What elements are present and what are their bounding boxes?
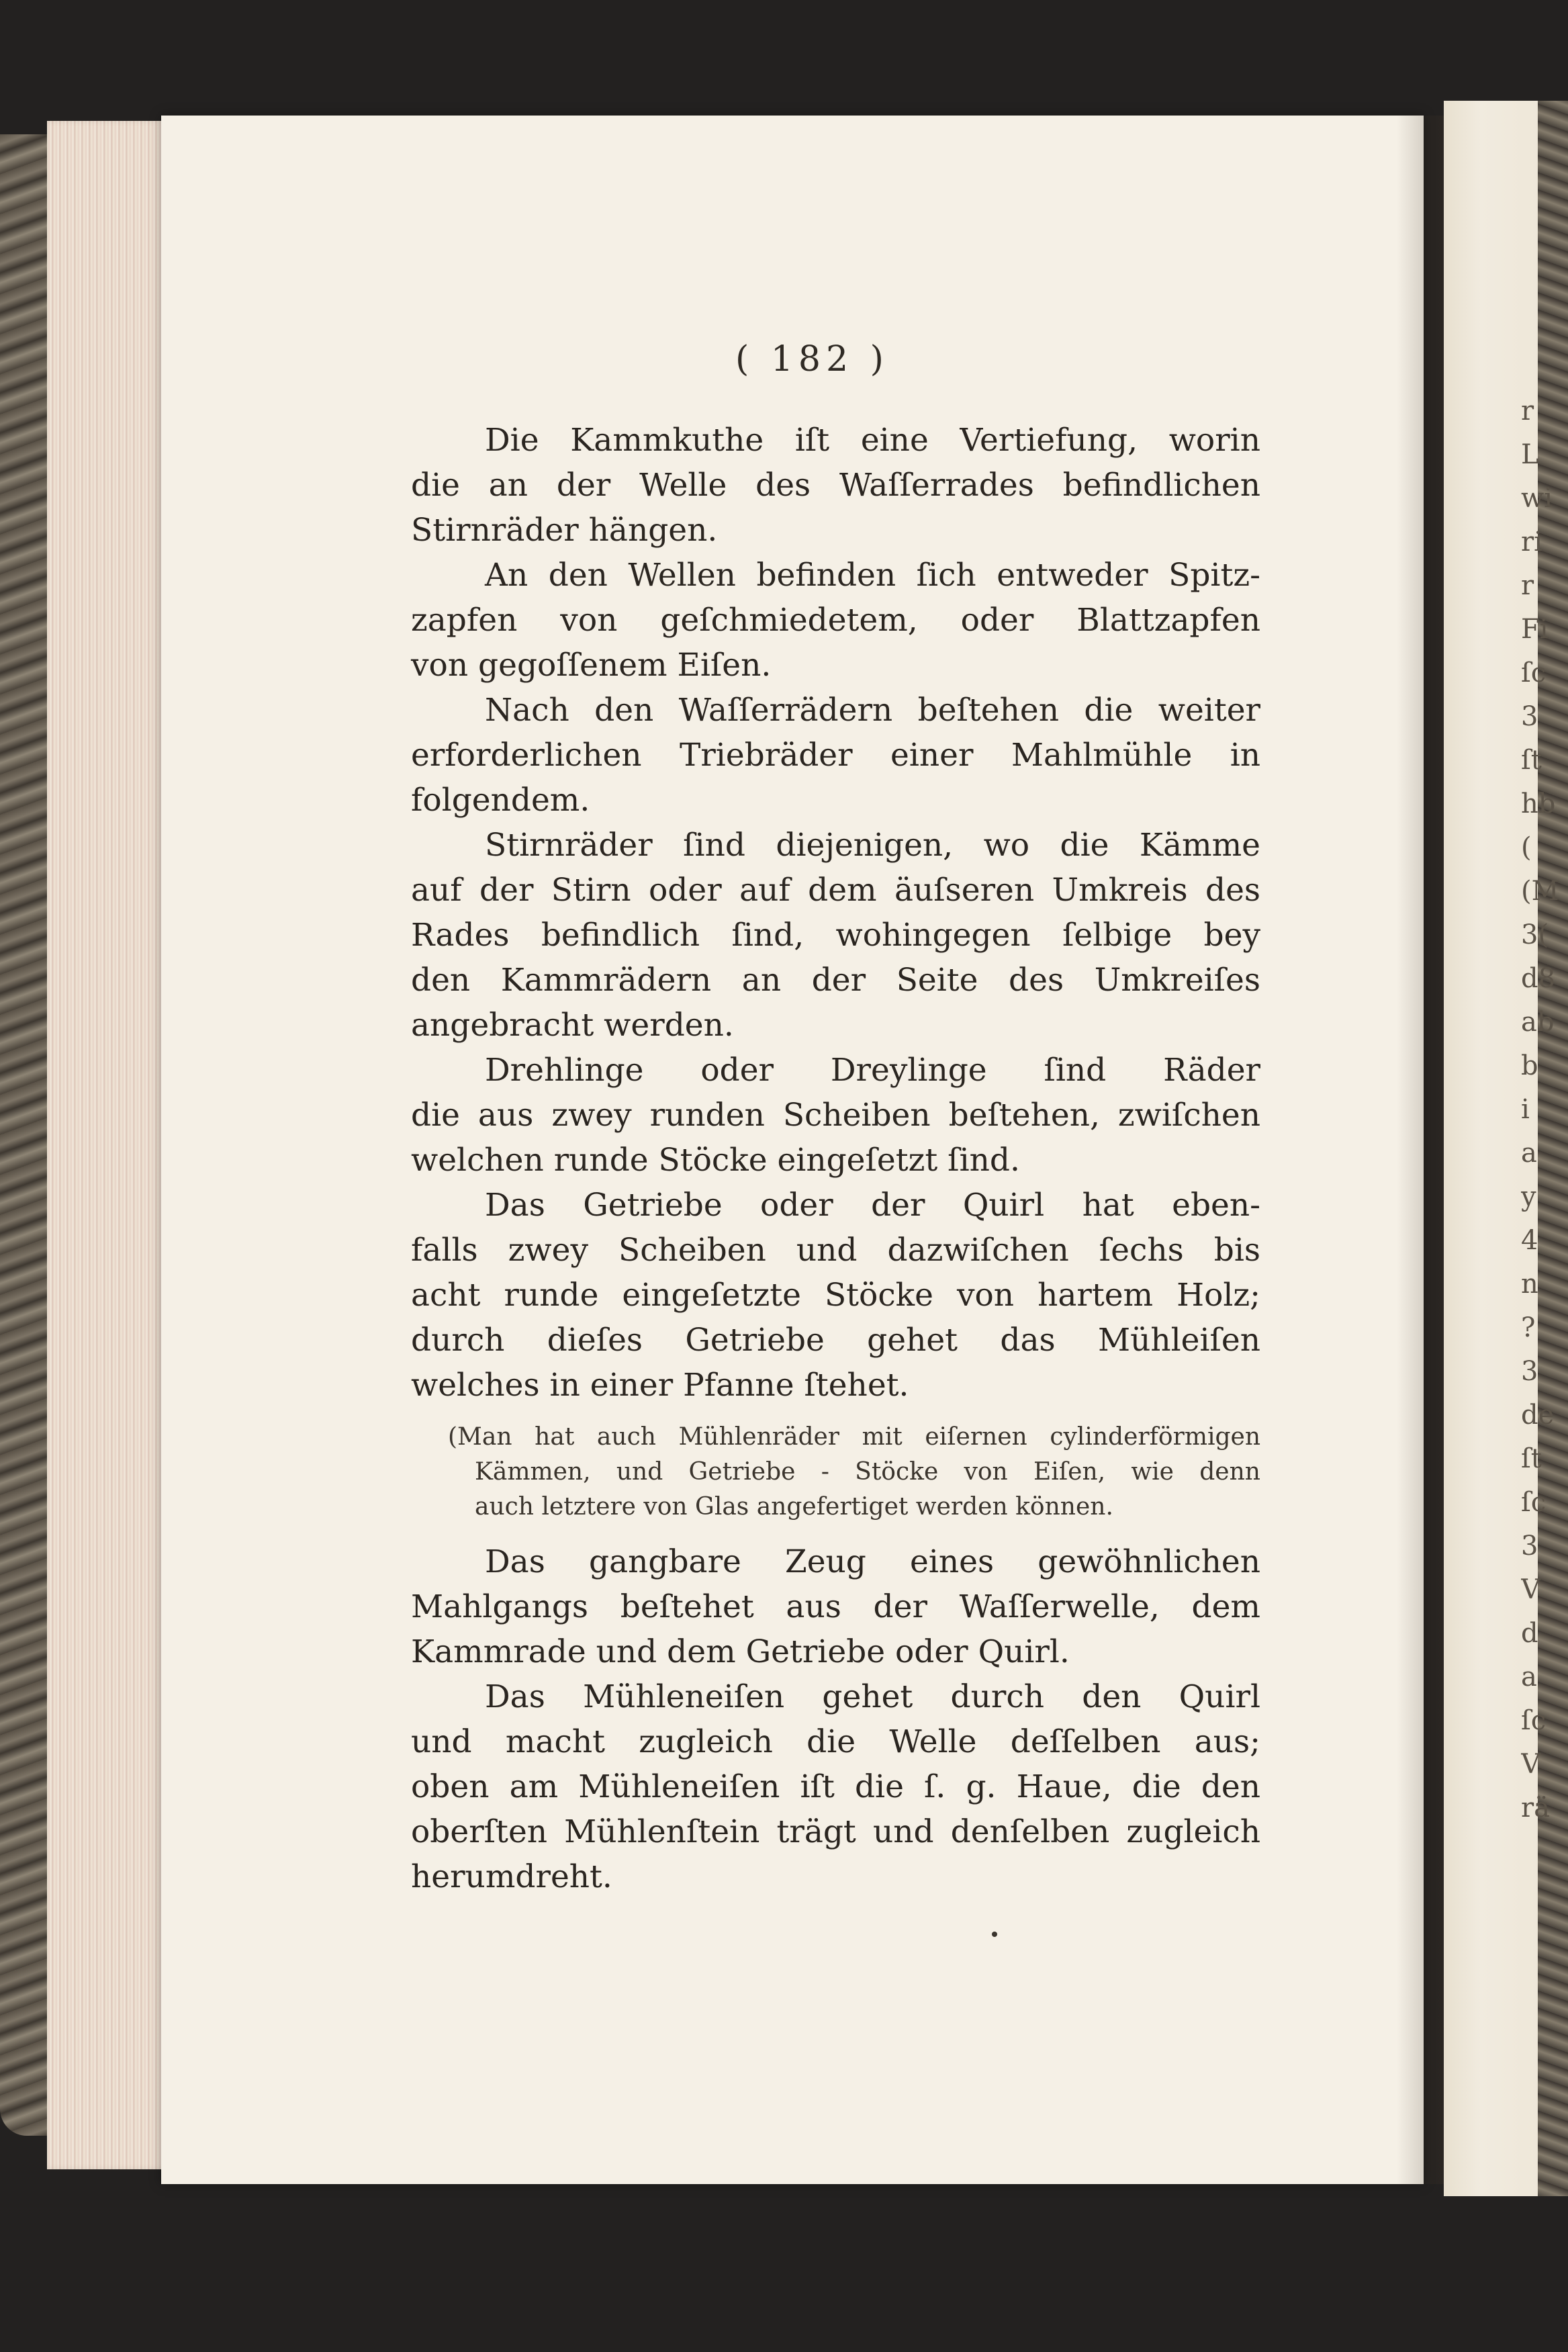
footnote (411, 1420, 1260, 1525)
facing-page-fragment: 3 (1521, 1356, 1538, 1387)
note-line: Kämmen, und Getriebe - Stöcke von Eiſen, wie denn (475, 1458, 1260, 1486)
facing-page-fragment: a (1521, 1662, 1537, 1692)
facing-page-fragment: r (1521, 570, 1534, 601)
book-cover-left (0, 134, 54, 2136)
text-line: oben am Mühleneiſen iſt die ſ. g. Haue, die den (411, 1768, 1260, 1805)
facing-page-fragment: r (1521, 396, 1534, 426)
facing-page-fragment: y (1521, 1181, 1536, 1212)
text-line: Die Kammkuthe iſt eine Vertiefung, worin (485, 422, 1260, 459)
text-line: Rades befindlich ſind, wohingegen ſelbige bey (411, 917, 1260, 954)
facing-page-fragment: ab (1521, 1007, 1555, 1038)
facing-page-fragment: de (1521, 1400, 1555, 1431)
facing-page-fragment: n (1521, 1269, 1538, 1300)
facing-page-fragment: 3 (1521, 701, 1538, 732)
facing-page-fragment: 3( (1521, 919, 1549, 950)
ink-speck (992, 1932, 997, 1937)
text-line: den Kammrädern an der Seite des Umkreiſes (411, 962, 1260, 999)
facing-page-fragment: d8 (1521, 963, 1556, 994)
facing-page-fragment: V (1521, 1749, 1540, 1780)
facing-page-fragment: ? (1521, 1312, 1536, 1343)
facing-page-fragment: b (1521, 1050, 1538, 1081)
facing-page-fragment: ſc (1521, 1487, 1547, 1518)
text-line: zapfen von geſchmiedetem, oder Blattzapfen (411, 602, 1260, 639)
text-line: die aus zwey runden Scheiben beſtehen, zwiſchen (411, 1097, 1260, 1134)
facing-page-fragment: L (1521, 439, 1539, 470)
facing-page-fragment: ſt (1521, 745, 1542, 776)
text-line: auf der Stirn oder auf dem äuſseren Umkreis des (411, 872, 1260, 909)
text-line: Kammrade und dem Getriebe oder Quirl. (411, 1633, 1070, 1670)
facing-page-fragment: Fi (1521, 614, 1549, 645)
text-line: folgendem. (411, 782, 590, 819)
facing-page-fragment: ( (1521, 832, 1532, 863)
facing-page-fragment: i (1521, 1094, 1530, 1125)
text-line: welches in einer Pfanne ſtehet. (411, 1367, 909, 1404)
text-line: Das Getriebe oder der Quirl hat eben- (485, 1187, 1260, 1224)
page-text (411, 418, 1260, 1899)
text-line: angebracht werden. (411, 1007, 734, 1044)
facing-page-fragment: V (1521, 1574, 1540, 1605)
facing-page-fragment: hb (1521, 788, 1556, 819)
facing-page-fragment: rä (1521, 1793, 1550, 1823)
facing-page-fragment: d (1521, 1618, 1538, 1649)
text-line: und macht zugleich die Welle deſſelben aus; (411, 1723, 1260, 1760)
facing-page-fragment: ri (1521, 527, 1542, 557)
text-line: Nach den Waſſerrädern beſtehen die weiter (485, 692, 1260, 729)
text-line: Stirnräder ſind diejenigen, wo die Kämme (485, 827, 1260, 864)
text-line: welchen runde Stöcke eingeſetzt ſind. (411, 1142, 1020, 1179)
facing-page-fragment: a (1521, 1138, 1537, 1169)
text-line: erforderlichen Triebräder einer Mahlmühle in (411, 737, 1260, 774)
text-line: Drehlinge oder Dreylinge ſind Räder (485, 1052, 1260, 1089)
facing-page-fragment: ſc (1521, 1705, 1547, 1736)
text-line: Das gangbare Zeug eines gewöhnlichen (485, 1543, 1260, 1580)
text-line: Das Mühleneiſen gehet durch den Quirl (485, 1678, 1260, 1715)
text-line: Stirnräder hängen. (411, 512, 718, 549)
page-number: ( 182 ) (735, 339, 889, 379)
note-line: auch letztere von Glas angefertiget werden können. (475, 1493, 1113, 1521)
text-line: die an der Welle des Waſſerrades befindlichen (411, 467, 1260, 504)
facing-page-fragment: ſt (1521, 1443, 1542, 1474)
facing-page-fragment: (M (1521, 876, 1559, 907)
text-line: acht runde eingeſetzte Stöcke von hartem Holz; (411, 1277, 1260, 1314)
facing-page-fragment: 4 (1521, 1225, 1538, 1256)
text-line: An den Wellen befinden ſich entweder Spitz- (485, 557, 1260, 594)
note-line: (Man hat auch Mühlenräder mit eiſernen cylinderförmigen (448, 1423, 1260, 1451)
text-line: durch dieſes Getriebe gehet das Mühleiſen (411, 1322, 1260, 1359)
text-line: oberſten Mühlenſtein trägt und denſelben zugleich (411, 1813, 1260, 1850)
text-line: Mahlgangs beſtehet aus der Waſſerwelle, dem (411, 1588, 1260, 1625)
facing-page-fragment: 3 (1521, 1531, 1538, 1562)
text-line: von gegoſſenem Eiſen. (411, 647, 772, 684)
facing-page-fragment: ſc (1521, 658, 1547, 688)
facing-page-fragment: wi (1521, 483, 1553, 514)
facing-page-fragments (1521, 390, 1561, 1830)
text-line: falls zwey Scheiben und dazwiſchen ſechs bis (411, 1232, 1260, 1269)
text-line: herumdreht. (411, 1858, 612, 1895)
